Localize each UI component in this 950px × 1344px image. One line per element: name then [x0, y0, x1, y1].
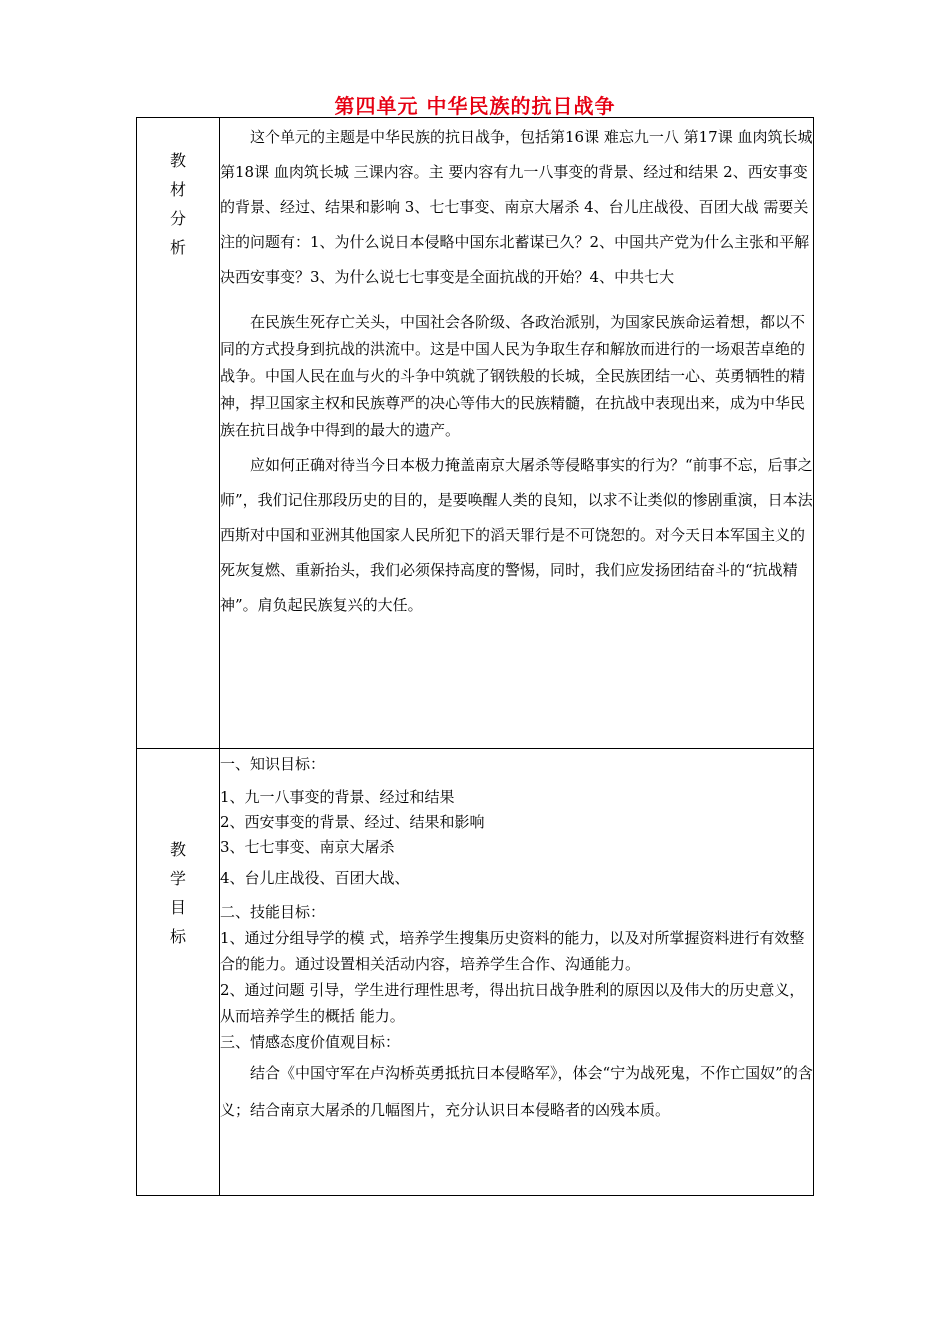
- lesson-plan-table: [136, 117, 814, 1196]
- skill-goal-2: 2、通过问题 引导，学生进行理性思考，得出抗日战争胜利的原因以及伟大的历史意义，从而培养学生的概括 能力。: [220, 981, 805, 1025]
- analysis-row: [137, 118, 814, 749]
- knowledge-heading: 一、知识目标：: [220, 755, 326, 773]
- page-title: 第四单元 中华民族的抗日战争: [334, 94, 616, 118]
- emotion-goal: 结合《中国守军在卢沟桥英勇抵抗日本侵略军》，体会“宁为战死鬼，不作亡国奴”的含义；结合南京大屠杀的几幅图片，充分认识日本侵略者的凶残本质。: [220, 1064, 813, 1119]
- objectives-content-cell: [220, 749, 814, 1196]
- analysis-paragraph-history: 应如何正确对待当今日本极力掩盖南京大屠杀等侵略事实的行为？“前事不忘，后事之师”，我们记住那段历史的目的，是要唤醒人类的良知，以求不让类似的惨剧重演，日本法西斯对中国和亚洲其他国家人民所犯下的滔天罪行是不可饶恕的。对今天日本军国主义的死灰复燃、重新抬头，我们必须保持高度的警惕，同时，我们应发扬团结奋斗的“抗战精神”。肩负起民族复兴的大任。: [220, 456, 813, 614]
- knowledge-item: 4、台儿庄战役、百团大战、: [220, 869, 410, 887]
- analysis-content-cell: [220, 118, 814, 749]
- knowledge-item: 3、七七事变、南京大屠杀: [220, 838, 395, 856]
- objectives-row: [137, 749, 814, 1196]
- objectives-label: 教学目标: [169, 840, 186, 946]
- knowledge-item: 2、西安事变的背景、经过、结果和影响: [220, 813, 485, 831]
- objectives-label-cell: [137, 749, 220, 1196]
- analysis-intro: 这个单元的主题是中华民族的抗日战争，包括第16课 难忘九一八 第17课 血肉筑长城 第18课 血肉筑长城 三课内容。主 要内容有九一八事变的背景、经过和结果 2、西安事变的背景、经过、结果和影响 3、七七事变、南京大屠杀 4、台儿庄战役、百团大战 需要关注的问题有：1、为什么说日本侵略中国东北蓄谋已久？2、中国共产党为什么主张和平解决西安事变？3、为什么说七七事变是全面抗战的开始？4、中共七大: [220, 128, 813, 286]
- analysis-paragraph-spirit: 在民族生死存亡关头，中国社会各阶级、各政治派别，为国家民族命运着想，都以不同的方式投身到抗战的洪流中。这是中国人民为争取生存和解放而进行的一场艰苦卓绝的战争。中国人民在血与火的斗争中筑就了钢铁般的长城，全民族团结一心、英勇牺牲的精神，捍卫国家主权和民族尊严的决心等伟大的民族精髓，在抗战中表现出来，成为中华民族在抗日战争中得到的最大的遗产。: [220, 313, 806, 439]
- analysis-label-cell: [137, 118, 220, 749]
- emotion-heading: 三、情感态度价值观目标：: [220, 1033, 401, 1051]
- skill-goal-1: 1、通过分组导学的模 式，培养学生搜集历史资料的能力，以及对所掌握资料进行有效整合的能力。通过设置相关活动内容，培养学生合作、沟通能力。: [220, 929, 805, 973]
- skill-heading: 二、技能目标：: [220, 903, 326, 921]
- knowledge-item: 1、九一八事变的背景、经过和结果: [220, 788, 455, 806]
- analysis-label: 教材分析: [169, 151, 186, 257]
